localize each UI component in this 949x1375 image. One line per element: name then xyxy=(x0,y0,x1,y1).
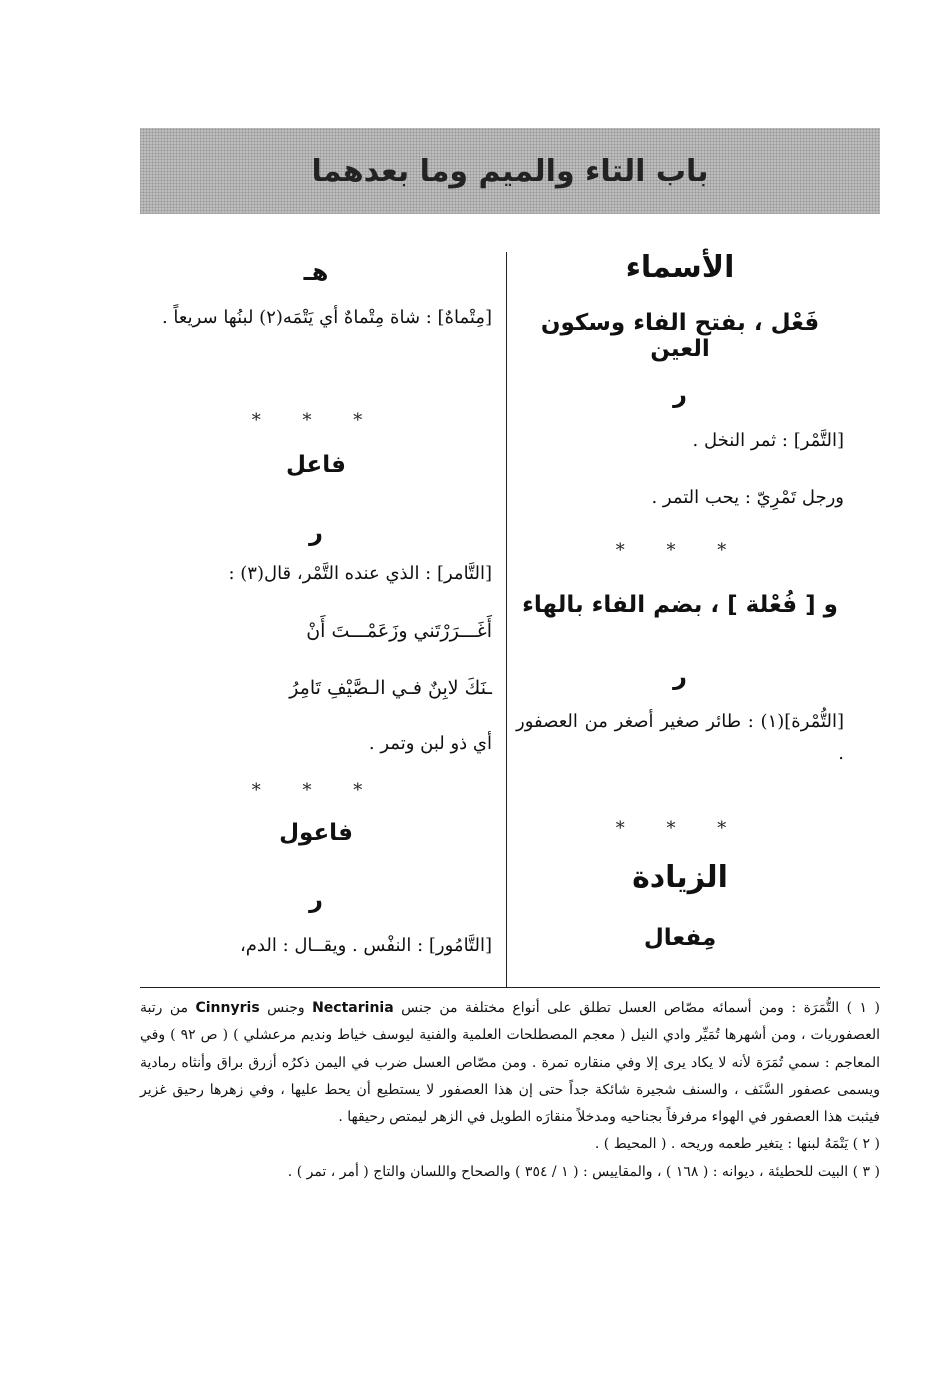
root-letter: ر xyxy=(309,518,323,546)
footnote-1-part-b: وجنس xyxy=(267,1000,305,1016)
column-divider xyxy=(506,252,507,987)
separator-stars: * * * xyxy=(251,780,381,801)
footnotes xyxy=(140,995,880,1186)
footnote-2: ( ٢ ) يَتْمَهُ لبنها : يتغير طعمه وريحه . ( المحيط ) . xyxy=(594,1136,880,1153)
heading-asma: الأسماء xyxy=(625,250,735,285)
heading-mifal: مِفعال xyxy=(643,925,717,951)
root-letter: هـ xyxy=(303,258,329,286)
entry-tamri: ورجل تَمْرِيّ : يحب التمر . xyxy=(651,487,844,508)
heading-fuala: و [ فُعْلة ] ، بضم الفاء بالهاء xyxy=(522,592,838,618)
footnote-1-part-a: ( ١ ) التُّمَرَة : ومن أسمائه مصّاص العسل تطلق على أنواع مختلفة من جنس xyxy=(401,1000,880,1016)
separator-stars: * * * xyxy=(615,540,745,561)
entry-mitmah: [مِتْماهٌ] : شاة مِتْماهٌ أي يَتْمَه(٢) لبنُها سريعاً . xyxy=(161,307,492,328)
separator-stars: * * * xyxy=(251,410,381,431)
heading-fail: فاعل xyxy=(286,452,346,478)
heading-faal: فَعْل ، بفتح الفاء وسكون العين xyxy=(540,310,820,362)
root-letter: ر xyxy=(309,885,323,913)
entry-tumra: [التُّمْرة](١) : طائر صغير أصغر من العصفور . xyxy=(516,711,844,764)
footnote-3: ( ٣ ) البيت للحطيئة ، ديوانه : ( ١٦٨ ) ، والمقاييس : ( ١ / ٣٥٤ ) والصحاح واللسان والتاج ( أمر ، تمر ) . xyxy=(287,1163,880,1180)
entry-gloss: أي ذو لبن وتمر . xyxy=(368,733,492,754)
footnote-divider xyxy=(140,987,880,988)
verse-line-1: أَغَـــرَرْتَني وزَعَمْـــتَ أَنْ xyxy=(306,620,492,642)
chapter-banner xyxy=(140,128,880,214)
chapter-title: باب التاء والميم وما بعدهما xyxy=(311,153,709,189)
genus-nectarinia: Nectarinia xyxy=(312,1000,394,1016)
entry-tamir: [التَّامر] : الذي عنده التَّمْر، قال(٣) : xyxy=(228,563,492,584)
root-letter: ر xyxy=(673,662,687,690)
entry-tamr: [التَّمْر] : ثمر النخل . xyxy=(692,430,844,451)
heading-ziyada: الزيادة xyxy=(632,860,728,895)
separator-stars: * * * xyxy=(615,818,745,839)
footnote-1-part-c: من رتبة العصفوريات ، ومن أشهرها تُمَيِّر وادي النيل ( معجم المصطلحات العلمية والفنية ليوسف خياط ونديم مرعشلي ) ( ص ٩٢ ) وفي المعاجم : سمي تُمَرَة لأنه لا يكاد يرى إلا وفي منقاره تمرة . ومن مصّاص العسل ضرب في اليمن ذكرُه أزرق براق وأنثاه رمادية ويسمى عصفور السَّنَف ، والسنف شجيرة شائكة جداً حتى إن هذا العصفور لا يستطيع أن يحط عليها ، وفي زهرها رحيق غزير فيثبت هذا العصفور في الهواء مرفرفاً بجناحيه ومدخلاً منقارَه الطويل في الزهر ليمتص رحيقها . xyxy=(140,1000,881,1126)
footnote-1 xyxy=(140,995,880,1131)
genus-cinnyris: Cinnyris xyxy=(195,1000,260,1016)
heading-faul: فاعول xyxy=(279,820,353,846)
verse-line-2: ـنَكَ لابِنٌ فـي الـصَّيْفِ تَامِرُ xyxy=(289,677,492,699)
entry-tamur: [التَّامُور] : النفْس . ويقــال : الدم، xyxy=(239,935,492,956)
root-letter: ر xyxy=(673,380,687,408)
